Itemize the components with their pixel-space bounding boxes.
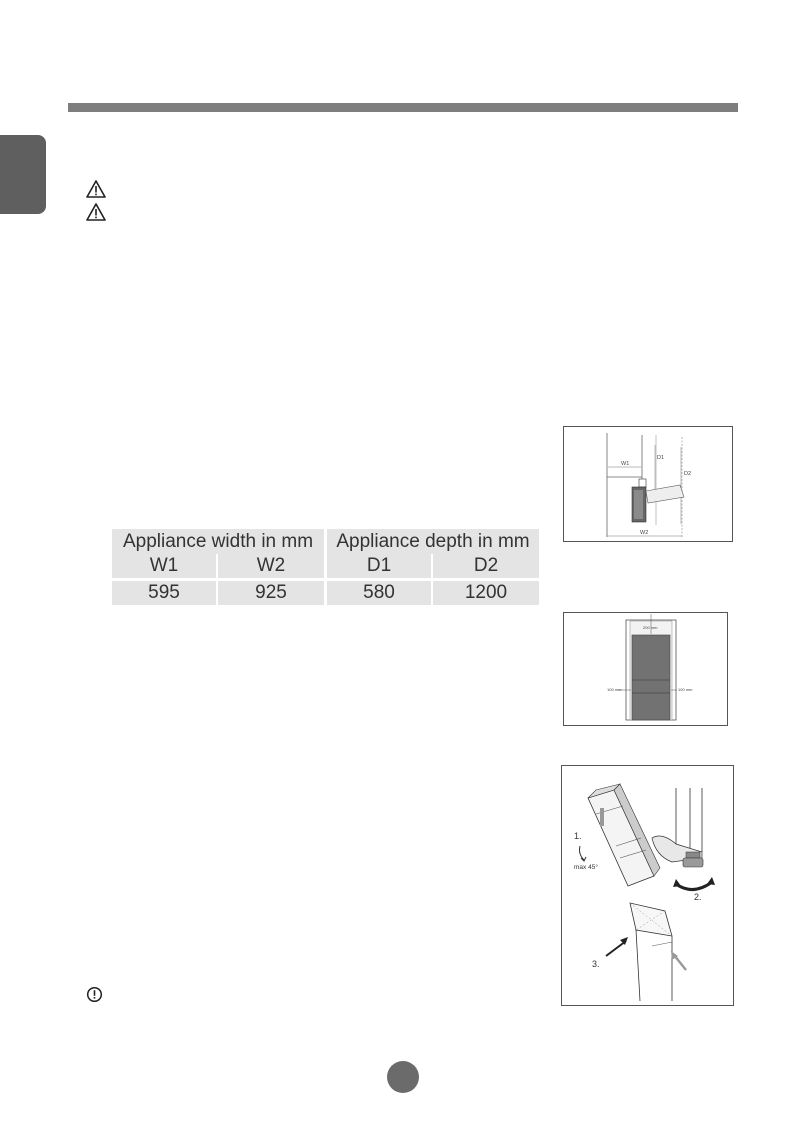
column-header-d1: D1 xyxy=(327,554,433,578)
left-clearance-label: 100 mm xyxy=(607,687,622,692)
d1-label: D1 xyxy=(657,455,665,461)
column-header-w1: W1 xyxy=(112,554,218,578)
right-clearance-label: 100 mm xyxy=(678,687,693,692)
max-angle-label: max 45° xyxy=(574,864,598,871)
value-w2: 925 xyxy=(218,578,327,605)
clearance-figure xyxy=(563,612,728,726)
dimension-table xyxy=(112,529,539,605)
info-icon xyxy=(86,986,103,1003)
value-w1: 595 xyxy=(112,578,218,605)
installation-dimensions-figure xyxy=(563,426,733,542)
warning-icon xyxy=(86,180,106,198)
warning-icon xyxy=(86,203,106,221)
value-d2: 1200 xyxy=(433,578,539,605)
step-1-label: 1. xyxy=(574,831,582,841)
column-header-w2: W2 xyxy=(218,554,327,578)
leveling-figure xyxy=(561,765,734,1006)
step-2-label: 2. xyxy=(694,892,702,902)
depth-group-header: Appliance depth in mm xyxy=(327,529,539,554)
d2-label: D2 xyxy=(684,471,692,477)
top-clearance-label: 200 mm xyxy=(643,625,658,630)
value-d1: 580 xyxy=(327,578,433,605)
w2-label: W2 xyxy=(640,530,649,536)
width-group-header: Appliance width in mm xyxy=(112,529,327,554)
top-rule xyxy=(68,103,738,112)
page-number-marker xyxy=(387,1061,419,1093)
step-3-label: 3. xyxy=(592,959,600,969)
section-tab xyxy=(0,135,46,214)
column-header-d2: D2 xyxy=(433,554,539,578)
w1-label: W1 xyxy=(621,461,630,467)
